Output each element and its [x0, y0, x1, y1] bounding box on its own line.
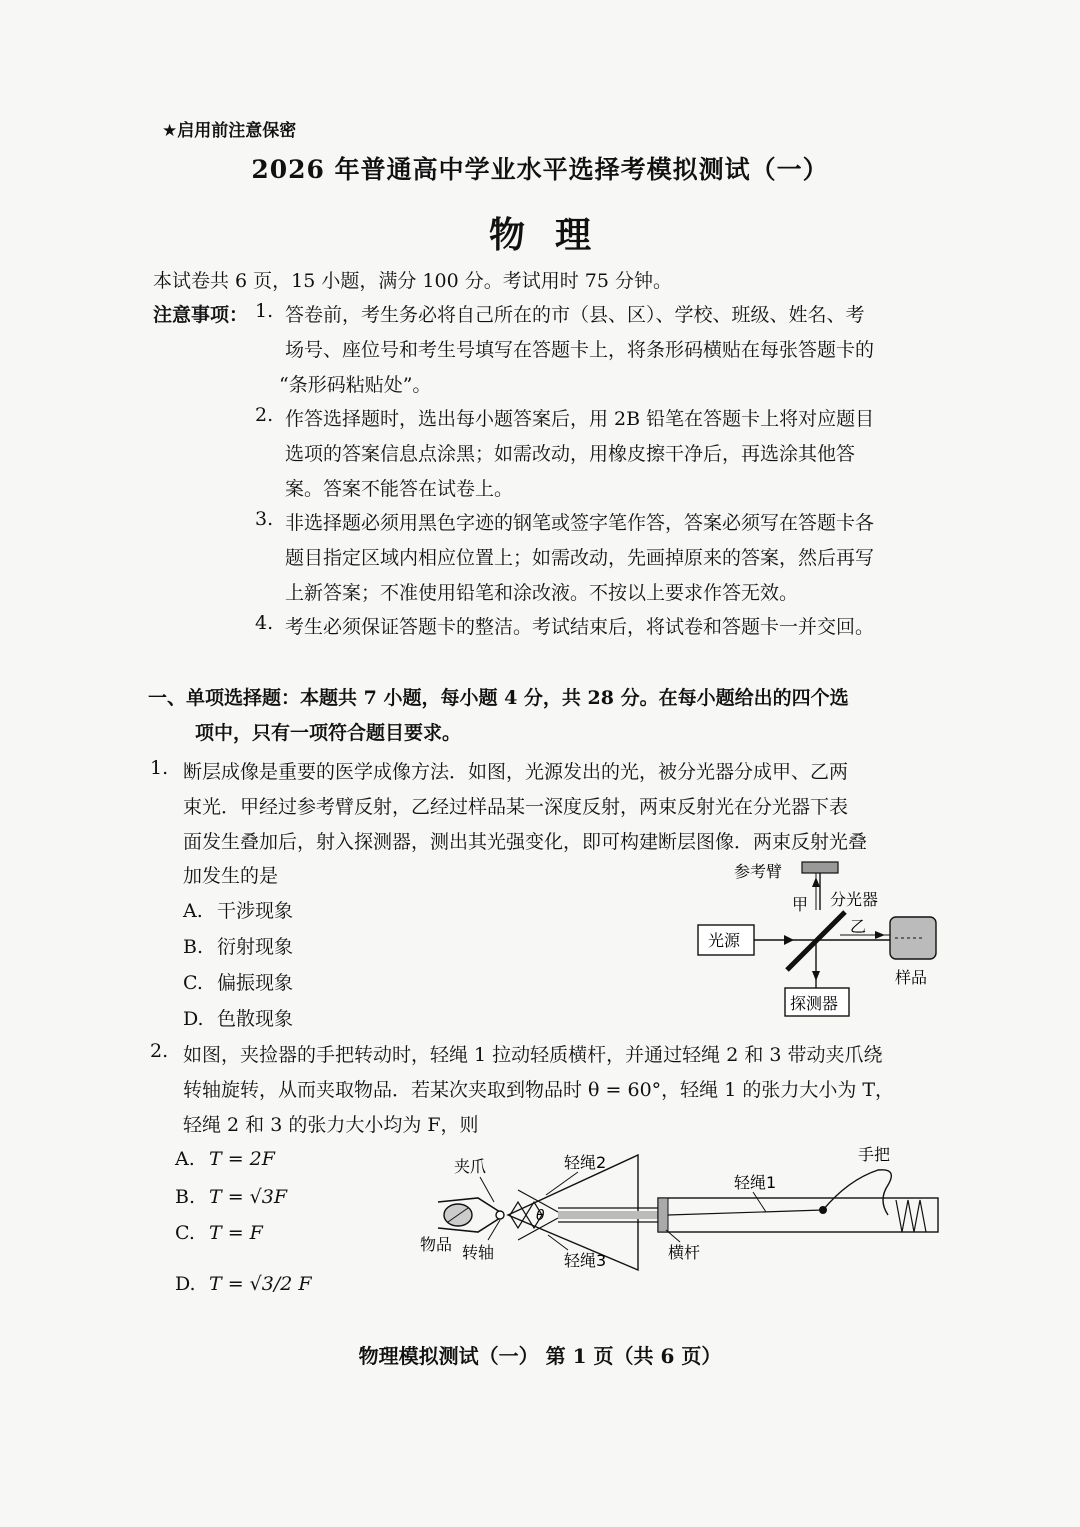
option-b[interactable]: B. T = √3F: [175, 1186, 288, 1208]
notes-label: 注意事项：: [153, 304, 249, 326]
question-text: 转轴旋转，从而夹取物品．若某次夹取到物品时 θ = 60°，轻绳 1 的张力大小为 T，: [183, 1079, 895, 1101]
question-text: 束光．甲经过参考臂反射，乙经过样品某一深度反射，两束反射光在分光器下表: [183, 796, 849, 818]
question-text: 加发生的是: [183, 865, 279, 887]
rope3-label: 轻绳3: [564, 1251, 607, 1270]
question-text: 面发生叠加后，射入探测器，测出其光强变化，即可构建断层图像．两束反射光叠: [183, 831, 868, 853]
crossbar-rod: [558, 1211, 658, 1219]
theta-label: θ: [536, 1208, 545, 1224]
claw-label: 夹爪: [454, 1157, 487, 1176]
jia-label: 甲: [792, 895, 809, 914]
oct-diagram: [690, 855, 970, 1030]
grabber-diagram: [418, 1140, 948, 1275]
exam-title: 2026 年普通高中学业水平选择考模拟测试（一）: [251, 155, 829, 184]
note-number: 1.: [255, 300, 274, 322]
note-line: 题目指定区域内相应位置上；如需改动，先画掉原来的答案，然后再写: [285, 547, 875, 569]
bar-label: 横杆: [668, 1243, 701, 1262]
rope1-label: 轻绳1: [734, 1173, 777, 1192]
intro-text: 本试卷共 6 页，15 小题，满分 100 分。考试用时 75 分钟。: [153, 270, 672, 292]
note-line: 非选择题必须用黑色字迹的钢笔或签字笔作答，答案必须写在答题卡各: [285, 512, 875, 534]
question-text: 轻绳 2 和 3 的张力大小均为 F，则: [183, 1114, 479, 1136]
note-line: 案。答案不能答在试卷上。: [285, 478, 514, 500]
note-line: “条形码粘贴处”。: [279, 374, 432, 396]
item-label: 物品: [420, 1235, 453, 1254]
axis-label: 转轴: [462, 1243, 495, 1262]
question-text: 断层成像是重要的医学成像方法．如图，光源发出的光，被分光器分成甲、乙两: [183, 761, 849, 783]
pivot-axis: [496, 1211, 504, 1219]
section-heading-cont: 项中，只有一项符合题目要求。: [195, 722, 462, 744]
option-d[interactable]: D. 色散现象: [183, 1008, 294, 1030]
handle-label: 手把: [858, 1145, 891, 1164]
note-line: 考生必须保证答题卡的整洁。考试结束后，将试卷和答题卡一并交回。: [285, 616, 875, 638]
option-b[interactable]: B. 衍射现象: [183, 936, 294, 958]
rope2-label: 轻绳2: [564, 1153, 607, 1172]
note-line: 选项的答案信息点涂黑；如需改动，用橡皮擦干净后，再选涂其他答: [285, 443, 856, 465]
note-line: 答卷前，考生务必将自己所在的市（县、区）、学校、班级、姓名、考: [285, 304, 865, 326]
note-line: 作答选择题时，选出每小题答案后，用 2B 铅笔在答题卡上将对应题目: [285, 408, 875, 430]
section-heading: 一、单项选择题：本题共 7 小题，每小题 4 分，共 28 分。在每小题给出的四个选: [148, 687, 849, 709]
page-footer: 物理模拟测试（一） 第 1 页（共 6 页）: [358, 1344, 722, 1368]
sample-label: 样品: [895, 968, 928, 987]
question-number: 1.: [150, 757, 169, 779]
subject-title: 物理: [488, 214, 621, 256]
source-label: 光源: [708, 931, 741, 950]
note-number: 3.: [255, 508, 274, 530]
detector-label: 探测器: [790, 994, 839, 1013]
splitter-label: 分光器: [830, 890, 879, 909]
yi-label: 乙: [850, 917, 867, 936]
reference-mirror: [802, 862, 838, 873]
note-number: 4.: [255, 612, 274, 634]
option-a[interactable]: A. T = 2F: [175, 1148, 275, 1170]
option-c[interactable]: C. T = F: [175, 1222, 263, 1244]
option-a[interactable]: A. 干涉现象: [183, 900, 294, 922]
note-line: 上新答案；不准使用铅笔和涂改液。不按以上要求作答无效。: [285, 582, 799, 604]
note-number: 2.: [255, 404, 274, 426]
question-number: 2.: [150, 1040, 169, 1062]
question-text: 如图，夹捡器的手把转动时，轻绳 1 拉动轻质横杆，并通过轻绳 2 和 3 带动夹爪绕: [183, 1044, 883, 1066]
confidential-label: ★启用前注意保密: [162, 121, 297, 141]
reference-arm-label: 参考臂: [734, 862, 783, 881]
note-line: 场号、座位号和考生号填写在答题卡上，将条形码横贴在每张答题卡的: [285, 339, 875, 361]
handle-lever: [823, 1170, 891, 1215]
option-c[interactable]: C. 偏振现象: [183, 972, 294, 994]
option-d[interactable]: D. T = √3/2 F: [175, 1273, 312, 1295]
